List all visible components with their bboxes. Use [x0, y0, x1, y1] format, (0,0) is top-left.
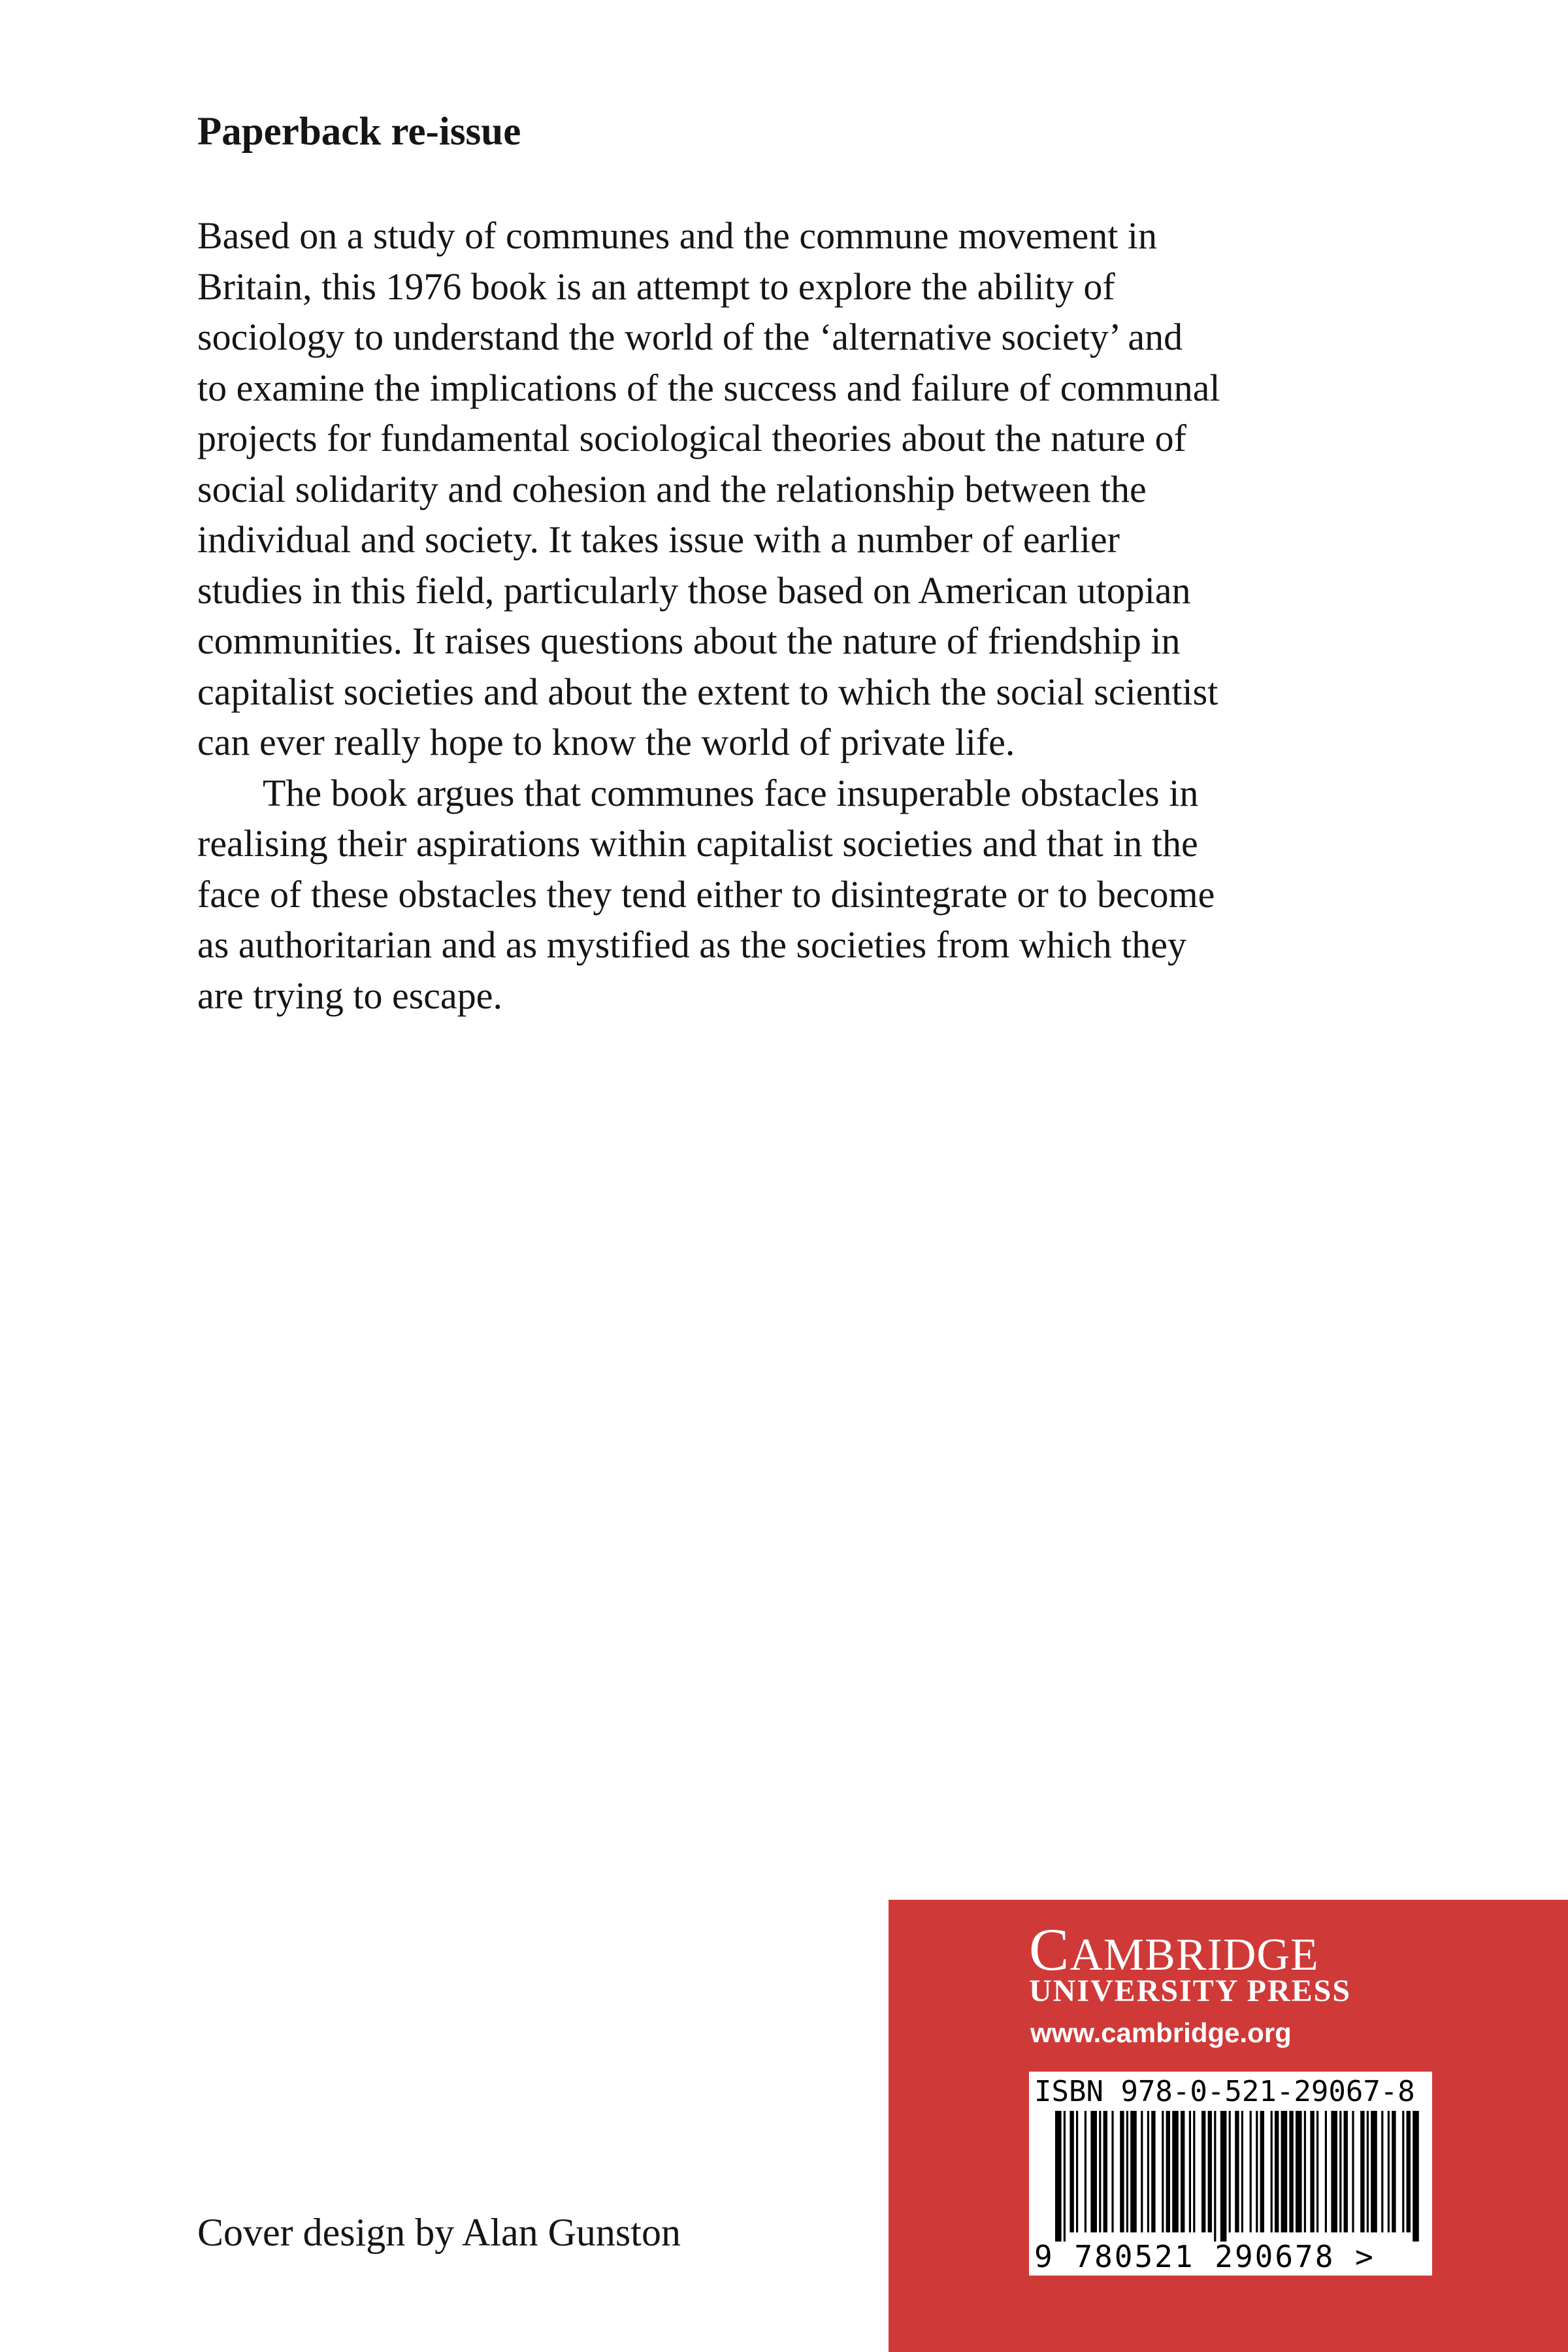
barcode-bar [1289, 2111, 1293, 2232]
blurb-line: as authoritarian and as mystified as the societies from which they [197, 923, 1187, 966]
barcode-bar [1407, 2111, 1411, 2232]
barcode-bar [1126, 2111, 1128, 2232]
barcode-bar [1271, 2111, 1273, 2232]
blurb-line: communities. It raises questions about the nature of friendship in [197, 620, 1181, 662]
barcode-bar [1367, 2111, 1369, 2232]
barcode-bar [1103, 2111, 1107, 2232]
barcode-bar [1352, 2111, 1354, 2232]
barcode-bar [1360, 2111, 1364, 2232]
barcode-bar [1085, 2111, 1086, 2232]
blurb-line: are trying to escape. [197, 974, 503, 1017]
barcode-bar [1208, 2111, 1212, 2232]
blurb-line: Britain, this 1976 book is an attempt to explore the ability of [197, 265, 1115, 308]
barcode-bar [1201, 2111, 1205, 2232]
barcode-bar [1235, 2111, 1239, 2232]
barcode-bar [1402, 2111, 1404, 2232]
barcode-bar [1193, 2111, 1195, 2232]
barcode-bar [1344, 2111, 1348, 2232]
barcode-bar [1413, 2111, 1419, 2242]
barcode-bar [1076, 2111, 1078, 2232]
blurb-line: individual and society. It takes issue with a number of earlier [197, 518, 1120, 561]
barcode-bar [1310, 2111, 1314, 2232]
barcode-bar [1388, 2111, 1390, 2232]
blurb-line: The book argues that communes face insuperable obstacles in [263, 771, 1199, 814]
blurb-line: studies in this field, particularly those based on American utopian [197, 569, 1191, 612]
barcode-bar [1055, 2111, 1062, 2242]
cover-design-credit: Cover design by Alan Gunston [197, 2211, 681, 2254]
blurb-line: Based on a study of communes and the commune movement in [197, 214, 1158, 257]
barcode-bar [1099, 2111, 1101, 2232]
publisher-name-rest: AMBRIDGE [1070, 1930, 1319, 1980]
barcode-bar [1339, 2111, 1341, 2232]
barcode-bar [1392, 2111, 1396, 2232]
barcode-bar [1130, 2111, 1137, 2232]
blurb-line: can ever really hope to know the world of private life. [197, 721, 1015, 763]
barcode-bar [1214, 2111, 1216, 2242]
barcode-bar [1296, 2111, 1302, 2232]
barcode-bar [1070, 2111, 1073, 2232]
barcode-bar [1281, 2111, 1288, 2232]
barcode-bar [1220, 2111, 1227, 2242]
barcode-image [1029, 2111, 1432, 2242]
barcode-bar [1229, 2111, 1231, 2232]
blurb-line: capitalist societies and about the extent to which the social scientist [197, 670, 1218, 713]
barcode-bar [1256, 2111, 1258, 2232]
barcode-bar [1172, 2111, 1179, 2232]
barcode-bar [1381, 2111, 1383, 2232]
barcode-bar [1260, 2111, 1264, 2232]
publisher-url: www.cambridge.org [1030, 2017, 1292, 2048]
barcode-bar [1090, 2111, 1097, 2232]
barcode-bar [1331, 2111, 1337, 2232]
barcode-bar [1181, 2111, 1184, 2232]
publisher-panel [889, 1900, 1568, 2352]
barcode-bar [1275, 2111, 1279, 2232]
barcode-bar [1371, 2111, 1377, 2232]
blurb-line: social solidarity and cohesion and the relationship between the [197, 467, 1147, 510]
barcode-box [1029, 2072, 1432, 2276]
isbn-text: ISBN 978-0-521-29067-8 [1034, 2075, 1415, 2108]
barcode-bar [1166, 2111, 1170, 2232]
barcode-bar [1189, 2111, 1191, 2232]
barcode-bar [1316, 2111, 1318, 2232]
publisher-name [1029, 1916, 1319, 1983]
barcode-bar [1064, 2111, 1066, 2242]
blurb-line: sociology to understand the world of the ‘alternative society’ and [197, 316, 1183, 358]
blurb [197, 210, 1452, 1021]
barcode-digits: 9 780521 290678 > [1034, 2239, 1375, 2274]
barcode-bar [1147, 2111, 1149, 2232]
blurb-line: projects for fundamental sociological theories about the nature of [197, 417, 1186, 459]
heading: Paperback re-issue [197, 110, 521, 154]
barcode-bar [1141, 2111, 1143, 2232]
blurb-line: face of these obstacles they tend either to disintegrate or to become [197, 872, 1215, 916]
blurb-line: realising their aspirations within capitalist societies and that in the [197, 822, 1198, 865]
barcode-bar [1250, 2111, 1252, 2232]
barcode-bar [1151, 2111, 1155, 2232]
publisher-name-initial: C [1029, 1916, 1070, 1983]
barcode-bar [1111, 2111, 1113, 2232]
barcode-bar [1325, 2111, 1327, 2232]
barcode-bar [1120, 2111, 1124, 2232]
publisher-subtitle: UNIVERSITY PRESS [1029, 1974, 1352, 2008]
blurb-line: to examine the implications of the success and failure of communal [197, 366, 1220, 409]
barcode-bar [1241, 2111, 1243, 2232]
barcode-bar [1304, 2111, 1306, 2232]
barcode-bar [1162, 2111, 1164, 2232]
